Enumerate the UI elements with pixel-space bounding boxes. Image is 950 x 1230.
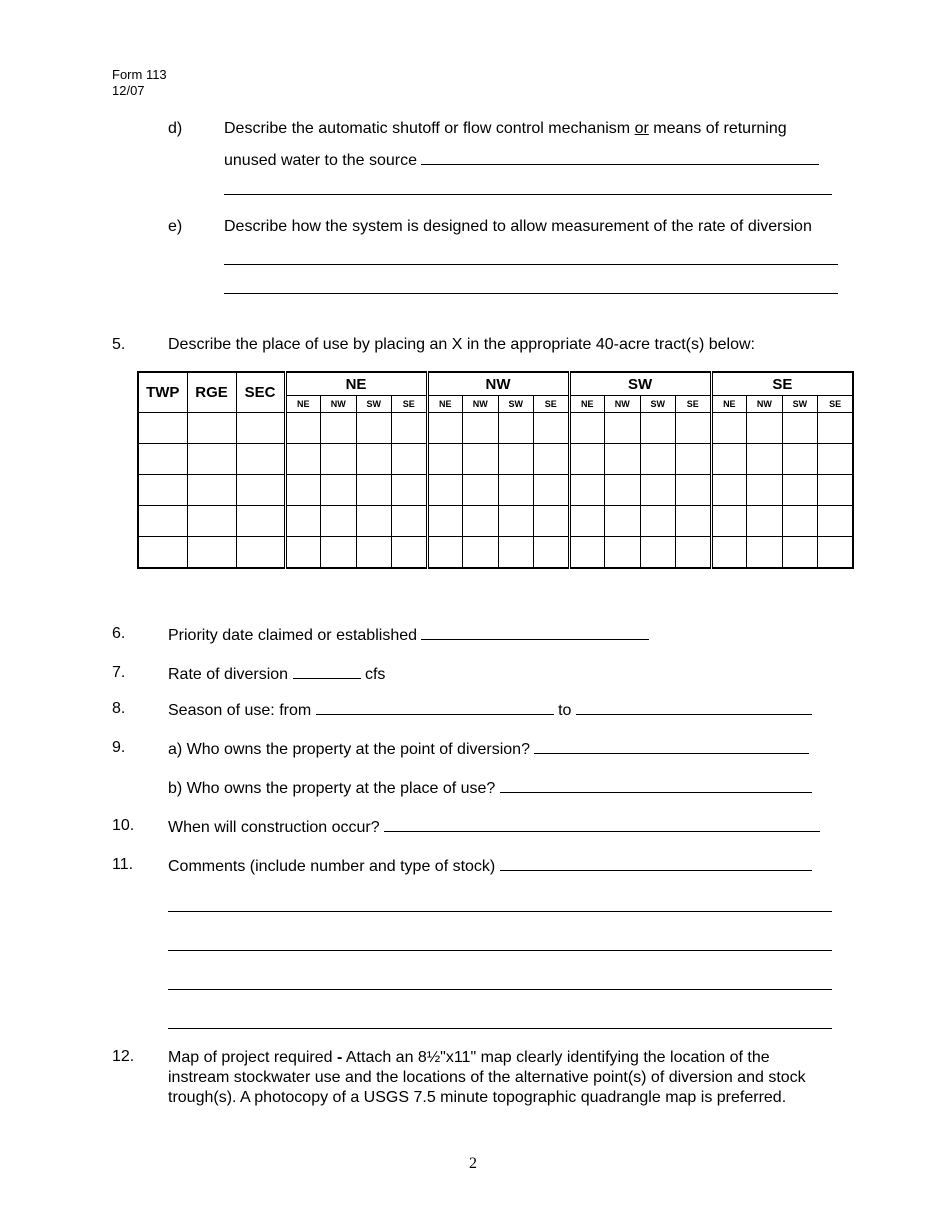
table-cell[interactable] xyxy=(605,506,641,537)
table-cell[interactable] xyxy=(427,506,463,537)
table-cell[interactable] xyxy=(818,475,854,506)
table-cell[interactable] xyxy=(138,444,187,475)
subheader-nw-se: SE xyxy=(534,396,570,413)
table-cell[interactable] xyxy=(782,444,818,475)
table-cell[interactable] xyxy=(236,537,285,569)
q8-number: 8. xyxy=(112,700,126,717)
q11-number: 11. xyxy=(112,856,134,873)
table-cell[interactable] xyxy=(138,506,187,537)
table-cell[interactable] xyxy=(356,475,392,506)
item-d-text: Describe the automatic shutoff or flow control mechanism or means of returning xyxy=(224,120,787,137)
table-cell[interactable] xyxy=(640,537,676,569)
table-cell[interactable] xyxy=(427,537,463,569)
q12-text: Map of project required - Attach an 8½"x11" map clearly identifying the location of the instream stockwater use and the locations of the alternative point(s) of diversion and stock trough(s). A photocopy of a USGS 7.5 minute topographic quadrangle map is preferred. xyxy=(168,1049,806,1106)
header-quarter-nw: NW xyxy=(427,372,569,396)
table-cell[interactable] xyxy=(782,413,818,444)
q11-text: Comments (include number and type of stock) xyxy=(168,856,812,876)
table-cell[interactable] xyxy=(392,444,428,475)
table-cell[interactable] xyxy=(747,413,783,444)
subheader-ne-se: SE xyxy=(392,396,428,413)
item-e-text: Describe how the system is designed to allow measurement of the rate of diversion xyxy=(224,218,812,235)
table-cell[interactable] xyxy=(187,537,236,569)
form-number: Form 113 xyxy=(112,67,167,82)
table-cell[interactable] xyxy=(427,475,463,506)
subheader-se-ne: NE xyxy=(711,396,747,413)
subheader-sw-nw: NW xyxy=(605,396,641,413)
table-cell[interactable] xyxy=(676,413,712,444)
table-row xyxy=(138,537,853,569)
table-cell[interactable] xyxy=(321,413,357,444)
table-cell[interactable] xyxy=(463,475,499,506)
table-cell[interactable] xyxy=(569,444,605,475)
header-quarter-sw: SW xyxy=(569,372,711,396)
table-cell[interactable] xyxy=(427,444,463,475)
table-cell[interactable] xyxy=(356,537,392,569)
q10-number: 10. xyxy=(112,817,135,834)
table-cell[interactable] xyxy=(818,444,854,475)
table-row xyxy=(138,444,853,475)
table-cell[interactable] xyxy=(285,506,321,537)
table-cell[interactable] xyxy=(356,444,392,475)
q7-number: 7. xyxy=(112,664,126,681)
table-cell[interactable] xyxy=(463,444,499,475)
table-cell[interactable] xyxy=(569,537,605,569)
item-d-answer-line[interactable] xyxy=(421,150,819,165)
comments-line-5[interactable] xyxy=(168,1028,832,1029)
table-cell[interactable] xyxy=(711,413,747,444)
table-cell[interactable] xyxy=(711,444,747,475)
table-cell[interactable] xyxy=(463,537,499,569)
table-cell[interactable] xyxy=(138,475,187,506)
owner-place-of-use-line[interactable] xyxy=(500,778,812,793)
subheader-sw-sw: SW xyxy=(640,396,676,413)
header-twp: TWP xyxy=(138,372,187,413)
table-cell[interactable] xyxy=(187,444,236,475)
table-cell[interactable] xyxy=(427,413,463,444)
table-cell[interactable] xyxy=(187,475,236,506)
table-cell[interactable] xyxy=(569,413,605,444)
owner-point-of-diversion-line[interactable] xyxy=(534,739,809,754)
table-row xyxy=(138,413,853,444)
table-cell[interactable] xyxy=(187,506,236,537)
q12-number: 12. xyxy=(112,1048,135,1065)
table-cell[interactable] xyxy=(640,475,676,506)
table-row xyxy=(138,475,853,506)
subheader-sw-ne: NE xyxy=(569,396,605,413)
q9-number: 9. xyxy=(112,739,126,756)
table-cell[interactable] xyxy=(392,413,428,444)
table-cell[interactable] xyxy=(498,506,534,537)
table-cell[interactable] xyxy=(534,413,570,444)
subheader-nw-nw: NW xyxy=(463,396,499,413)
table-cell[interactable] xyxy=(392,475,428,506)
table-cell[interactable] xyxy=(747,444,783,475)
table-cell[interactable] xyxy=(321,537,357,569)
table-cell[interactable] xyxy=(605,444,641,475)
subheader-sw-se: SE xyxy=(676,396,712,413)
table-cell[interactable] xyxy=(676,537,712,569)
table-cell[interactable] xyxy=(138,413,187,444)
comments-line-2[interactable] xyxy=(168,911,832,912)
table-cell[interactable] xyxy=(782,537,818,569)
subheader-ne-sw: SW xyxy=(356,396,392,413)
item-e-answer-line-2[interactable] xyxy=(224,293,838,294)
table-cell[interactable] xyxy=(498,444,534,475)
table-cell[interactable] xyxy=(356,506,392,537)
table-cell[interactable] xyxy=(569,506,605,537)
q5-number: 5. xyxy=(112,336,126,353)
tract-table xyxy=(137,371,854,569)
comments-line-1[interactable] xyxy=(500,856,812,871)
subheader-se-se: SE xyxy=(818,396,854,413)
table-cell[interactable] xyxy=(534,537,570,569)
item-e-label: e) xyxy=(168,218,183,235)
table-cell[interactable] xyxy=(818,506,854,537)
season-from-line[interactable] xyxy=(316,700,554,715)
q9a-text: a) Who owns the property at the point of diversion? xyxy=(168,739,809,759)
table-cell[interactable] xyxy=(534,444,570,475)
table-cell[interactable] xyxy=(498,537,534,569)
table-cell[interactable] xyxy=(640,413,676,444)
table-cell[interactable] xyxy=(285,444,321,475)
table-cell[interactable] xyxy=(818,413,854,444)
table-cell[interactable] xyxy=(285,413,321,444)
table-cell[interactable] xyxy=(463,506,499,537)
table-cell[interactable] xyxy=(392,537,428,569)
table-cell[interactable] xyxy=(747,537,783,569)
subheader-ne-ne: NE xyxy=(285,396,321,413)
construction-date-line[interactable] xyxy=(384,817,820,832)
table-cell[interactable] xyxy=(321,506,357,537)
table-cell[interactable] xyxy=(782,506,818,537)
q9b-text: b) Who owns the property at the place of use? xyxy=(168,778,812,798)
priority-date-line[interactable] xyxy=(421,625,649,640)
item-d-label: d) xyxy=(168,120,183,137)
q6-number: 6. xyxy=(112,625,126,642)
table-cell[interactable] xyxy=(498,475,534,506)
table-cell[interactable] xyxy=(236,413,285,444)
subheader-nw-ne: NE xyxy=(427,396,463,413)
table-cell[interactable] xyxy=(321,475,357,506)
header-quarter-se: SE xyxy=(711,372,853,396)
table-cell[interactable] xyxy=(138,537,187,569)
table-cell[interactable] xyxy=(747,506,783,537)
form-date: 12/07 xyxy=(112,83,145,98)
table-cell[interactable] xyxy=(605,475,641,506)
item-d-text-line2: unused water to the source xyxy=(224,150,819,170)
table-cell[interactable] xyxy=(747,475,783,506)
table-cell[interactable] xyxy=(569,475,605,506)
table-row xyxy=(138,506,853,537)
item-e-answer-line-1[interactable] xyxy=(224,264,838,265)
rate-of-diversion-line[interactable] xyxy=(293,664,361,679)
header-quarter-ne: NE xyxy=(285,372,427,396)
page-number: 2 xyxy=(469,1155,477,1172)
q5-text: Describe the place of use by placing an X in the appropriate 40-acre tract(s) below: xyxy=(168,336,755,353)
table-cell[interactable] xyxy=(605,413,641,444)
table-cell[interactable] xyxy=(356,413,392,444)
item-d-answer-line-2[interactable] xyxy=(224,194,832,195)
table-cell[interactable] xyxy=(676,506,712,537)
q8-text: Season of use: from to xyxy=(168,700,812,720)
table-cell[interactable] xyxy=(782,475,818,506)
table-cell[interactable] xyxy=(187,413,236,444)
table-cell[interactable] xyxy=(711,537,747,569)
q10-text: When will construction occur? xyxy=(168,817,820,837)
season-to-line[interactable] xyxy=(576,700,812,715)
subheader-se-sw: SW xyxy=(782,396,818,413)
table-cell[interactable] xyxy=(711,506,747,537)
table-cell[interactable] xyxy=(392,506,428,537)
comments-line-4[interactable] xyxy=(168,989,832,990)
table-cell[interactable] xyxy=(236,475,285,506)
subheader-ne-nw: NW xyxy=(321,396,357,413)
table-cell[interactable] xyxy=(676,444,712,475)
table-cell[interactable] xyxy=(640,444,676,475)
table-cell[interactable] xyxy=(321,444,357,475)
table-cell[interactable] xyxy=(534,475,570,506)
table-cell[interactable] xyxy=(640,506,676,537)
table-cell[interactable] xyxy=(605,537,641,569)
table-cell[interactable] xyxy=(236,506,285,537)
comments-line-3[interactable] xyxy=(168,950,832,951)
table-cell[interactable] xyxy=(534,506,570,537)
q6-text: Priority date claimed or established xyxy=(168,625,649,645)
header-rge: RGE xyxy=(187,372,236,413)
table-cell[interactable] xyxy=(463,413,499,444)
table-cell[interactable] xyxy=(285,475,321,506)
table-cell[interactable] xyxy=(285,537,321,569)
header-sec: SEC xyxy=(236,372,285,413)
subheader-se-nw: NW xyxy=(747,396,783,413)
table-cell[interactable] xyxy=(236,444,285,475)
subheader-nw-sw: SW xyxy=(498,396,534,413)
table-cell[interactable] xyxy=(676,475,712,506)
table-cell[interactable] xyxy=(498,413,534,444)
q7-text: Rate of diversion cfs xyxy=(168,666,386,683)
table-cell[interactable] xyxy=(818,537,854,569)
table-cell[interactable] xyxy=(711,475,747,506)
